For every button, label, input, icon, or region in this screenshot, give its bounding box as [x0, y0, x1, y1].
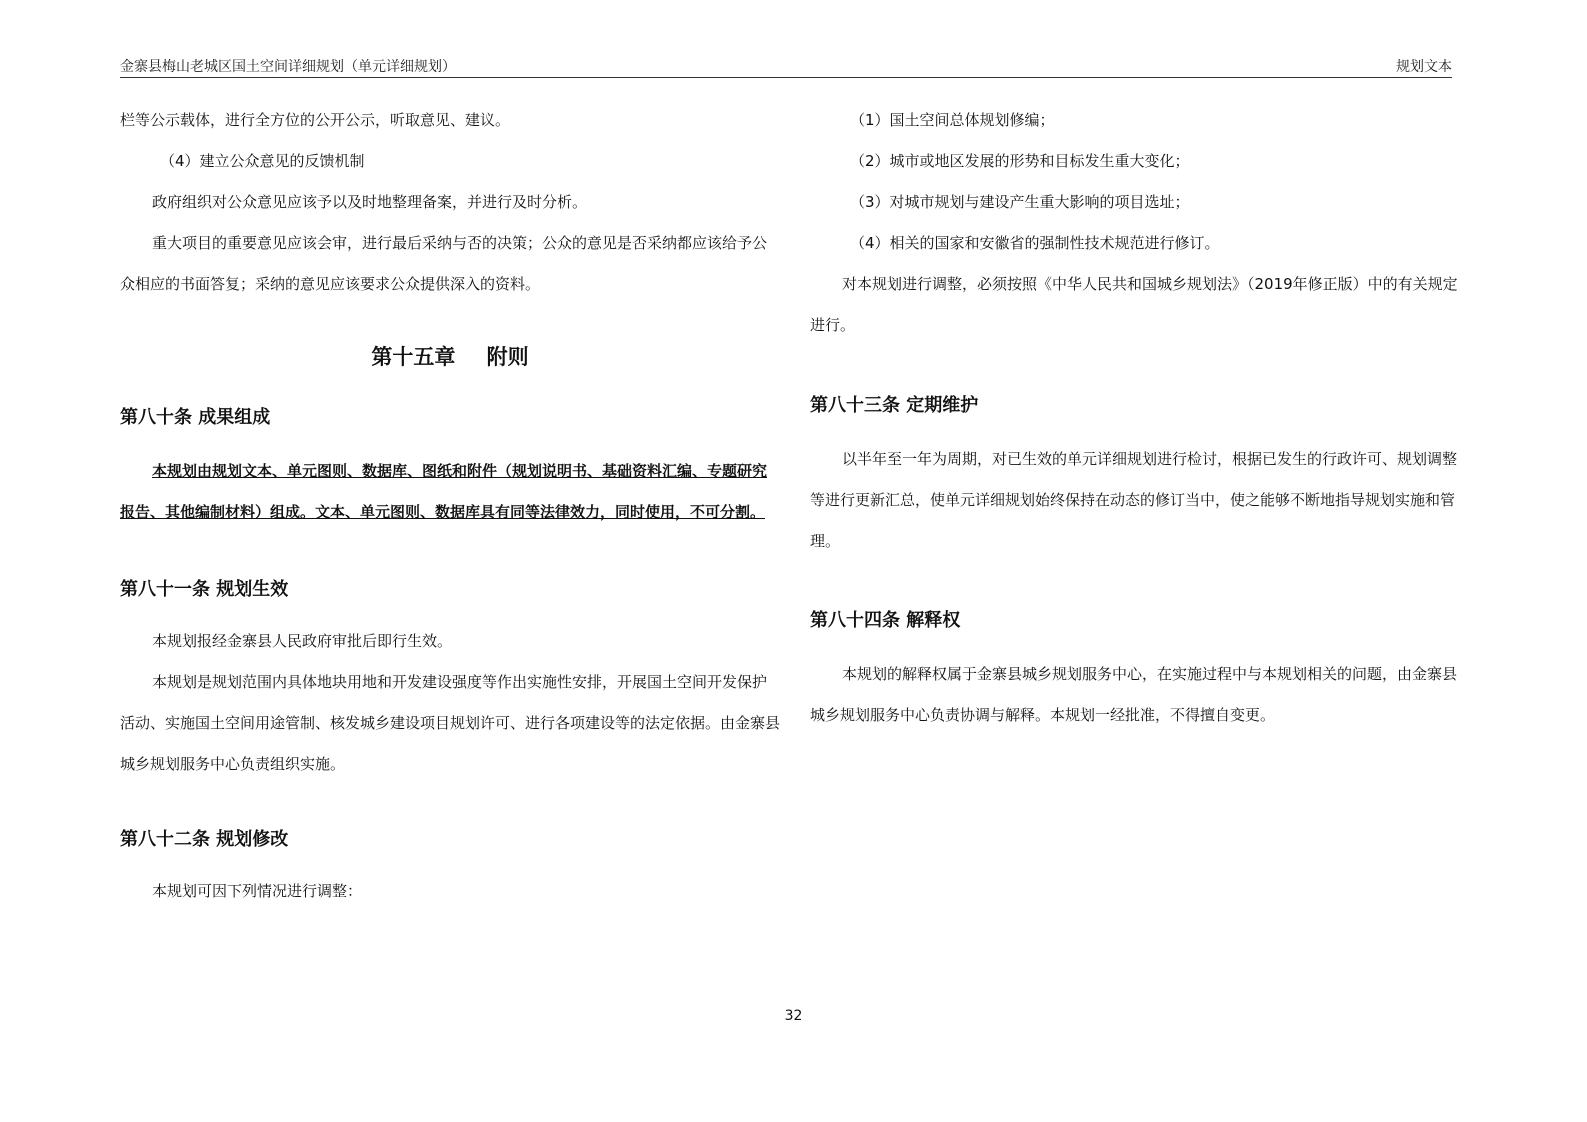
paragraph: 本规划报经金寨县人民政府审批后即行生效。 — [152, 632, 453, 650]
list-item: （3）对城市规划与建设产生重大影响的项目选址； — [850, 193, 1190, 211]
paragraph: 重大项目的重要意见应该会审，进行最后采纳与否的决策；公众的意见是否采纳都应该给予公众相应的书面答复；采纳的意见应该要求公众提供深入的资料。 — [120, 234, 768, 293]
paragraph: 本规划可因下列情况进行调整： — [152, 882, 363, 900]
article-heading: 第八十条 成果组成 — [120, 407, 271, 428]
article-heading: 第八十四条 解释权 — [810, 610, 961, 631]
list-item: （4）建立公众意见的反馈机制 — [160, 152, 365, 170]
list-item: （2）城市或地区发展的形势和目标发生重大变化； — [850, 152, 1190, 170]
list-item: （4）相关的国家和安徽省的强制性技术规范进行修订。 — [850, 234, 1220, 252]
paragraph: 栏等公示载体，进行全方位的公开公示，听取意见、建议。 — [120, 111, 511, 129]
running-header-title: 金寨县梅山老城区国土空间详细规划（单元详细规划） — [120, 59, 456, 75]
chapter-heading: 第十五章 附则 — [371, 345, 529, 369]
left-column — [120, 100, 780, 912]
emphasized-paragraph: 本规划由规划文本、单元图则、数据库、图纸和附件（规划说明书、基础资料汇编、专题研究报告、其他编制材料）组成。文本、单元图则、数据库具有同等法律效力，同时使用，不可分割。 — [120, 462, 768, 521]
article-heading: 第八十二条 规划修改 — [120, 829, 289, 850]
page-number: 32 — [784, 1008, 803, 1024]
paragraph: 本规划是规划范围内具体地块用地和开发建设强度等作出实施性安排，开展国土空间开发保护活动、实施国土空间用途管制、核发城乡建设项目规划许可、进行各项建设等的法定依据。由金寨县城乡规划服务中心负责组织实施。 — [120, 673, 781, 773]
paragraph: 本规划的解释权属于金寨县城乡规划服务中心，在实施过程中与本规划相关的问题，由金寨县城乡规划服务中心负责协调与解释。本规划一经批准，不得擅自变更。 — [810, 665, 1458, 724]
paragraph: 对本规划进行调整，必须按照《中华人民共和国城乡规划法》（2019年修正版）中的有关规定进行。 — [810, 275, 1458, 334]
paragraph: 以半年至一年为周期，对已生效的单元详细规划进行检讨，根据已发生的行政许可、规划调整等进行更新汇总，使单元详细规划始终保持在动态的修订当中，使之能够不断地指导规划实施和管理。 — [810, 450, 1458, 550]
running-header-section: 规划文本 — [1396, 59, 1452, 75]
paragraph: 政府组织对公众意见应该予以及时地整理备案，并进行及时分析。 — [152, 193, 588, 211]
right-column — [810, 100, 1470, 736]
article-heading: 第八十三条 定期维护 — [810, 395, 979, 416]
header-divider — [120, 77, 1452, 78]
article-heading: 第八十一条 规划生效 — [120, 579, 289, 600]
list-item: （1）国土空间总体规划修编； — [850, 111, 1055, 129]
